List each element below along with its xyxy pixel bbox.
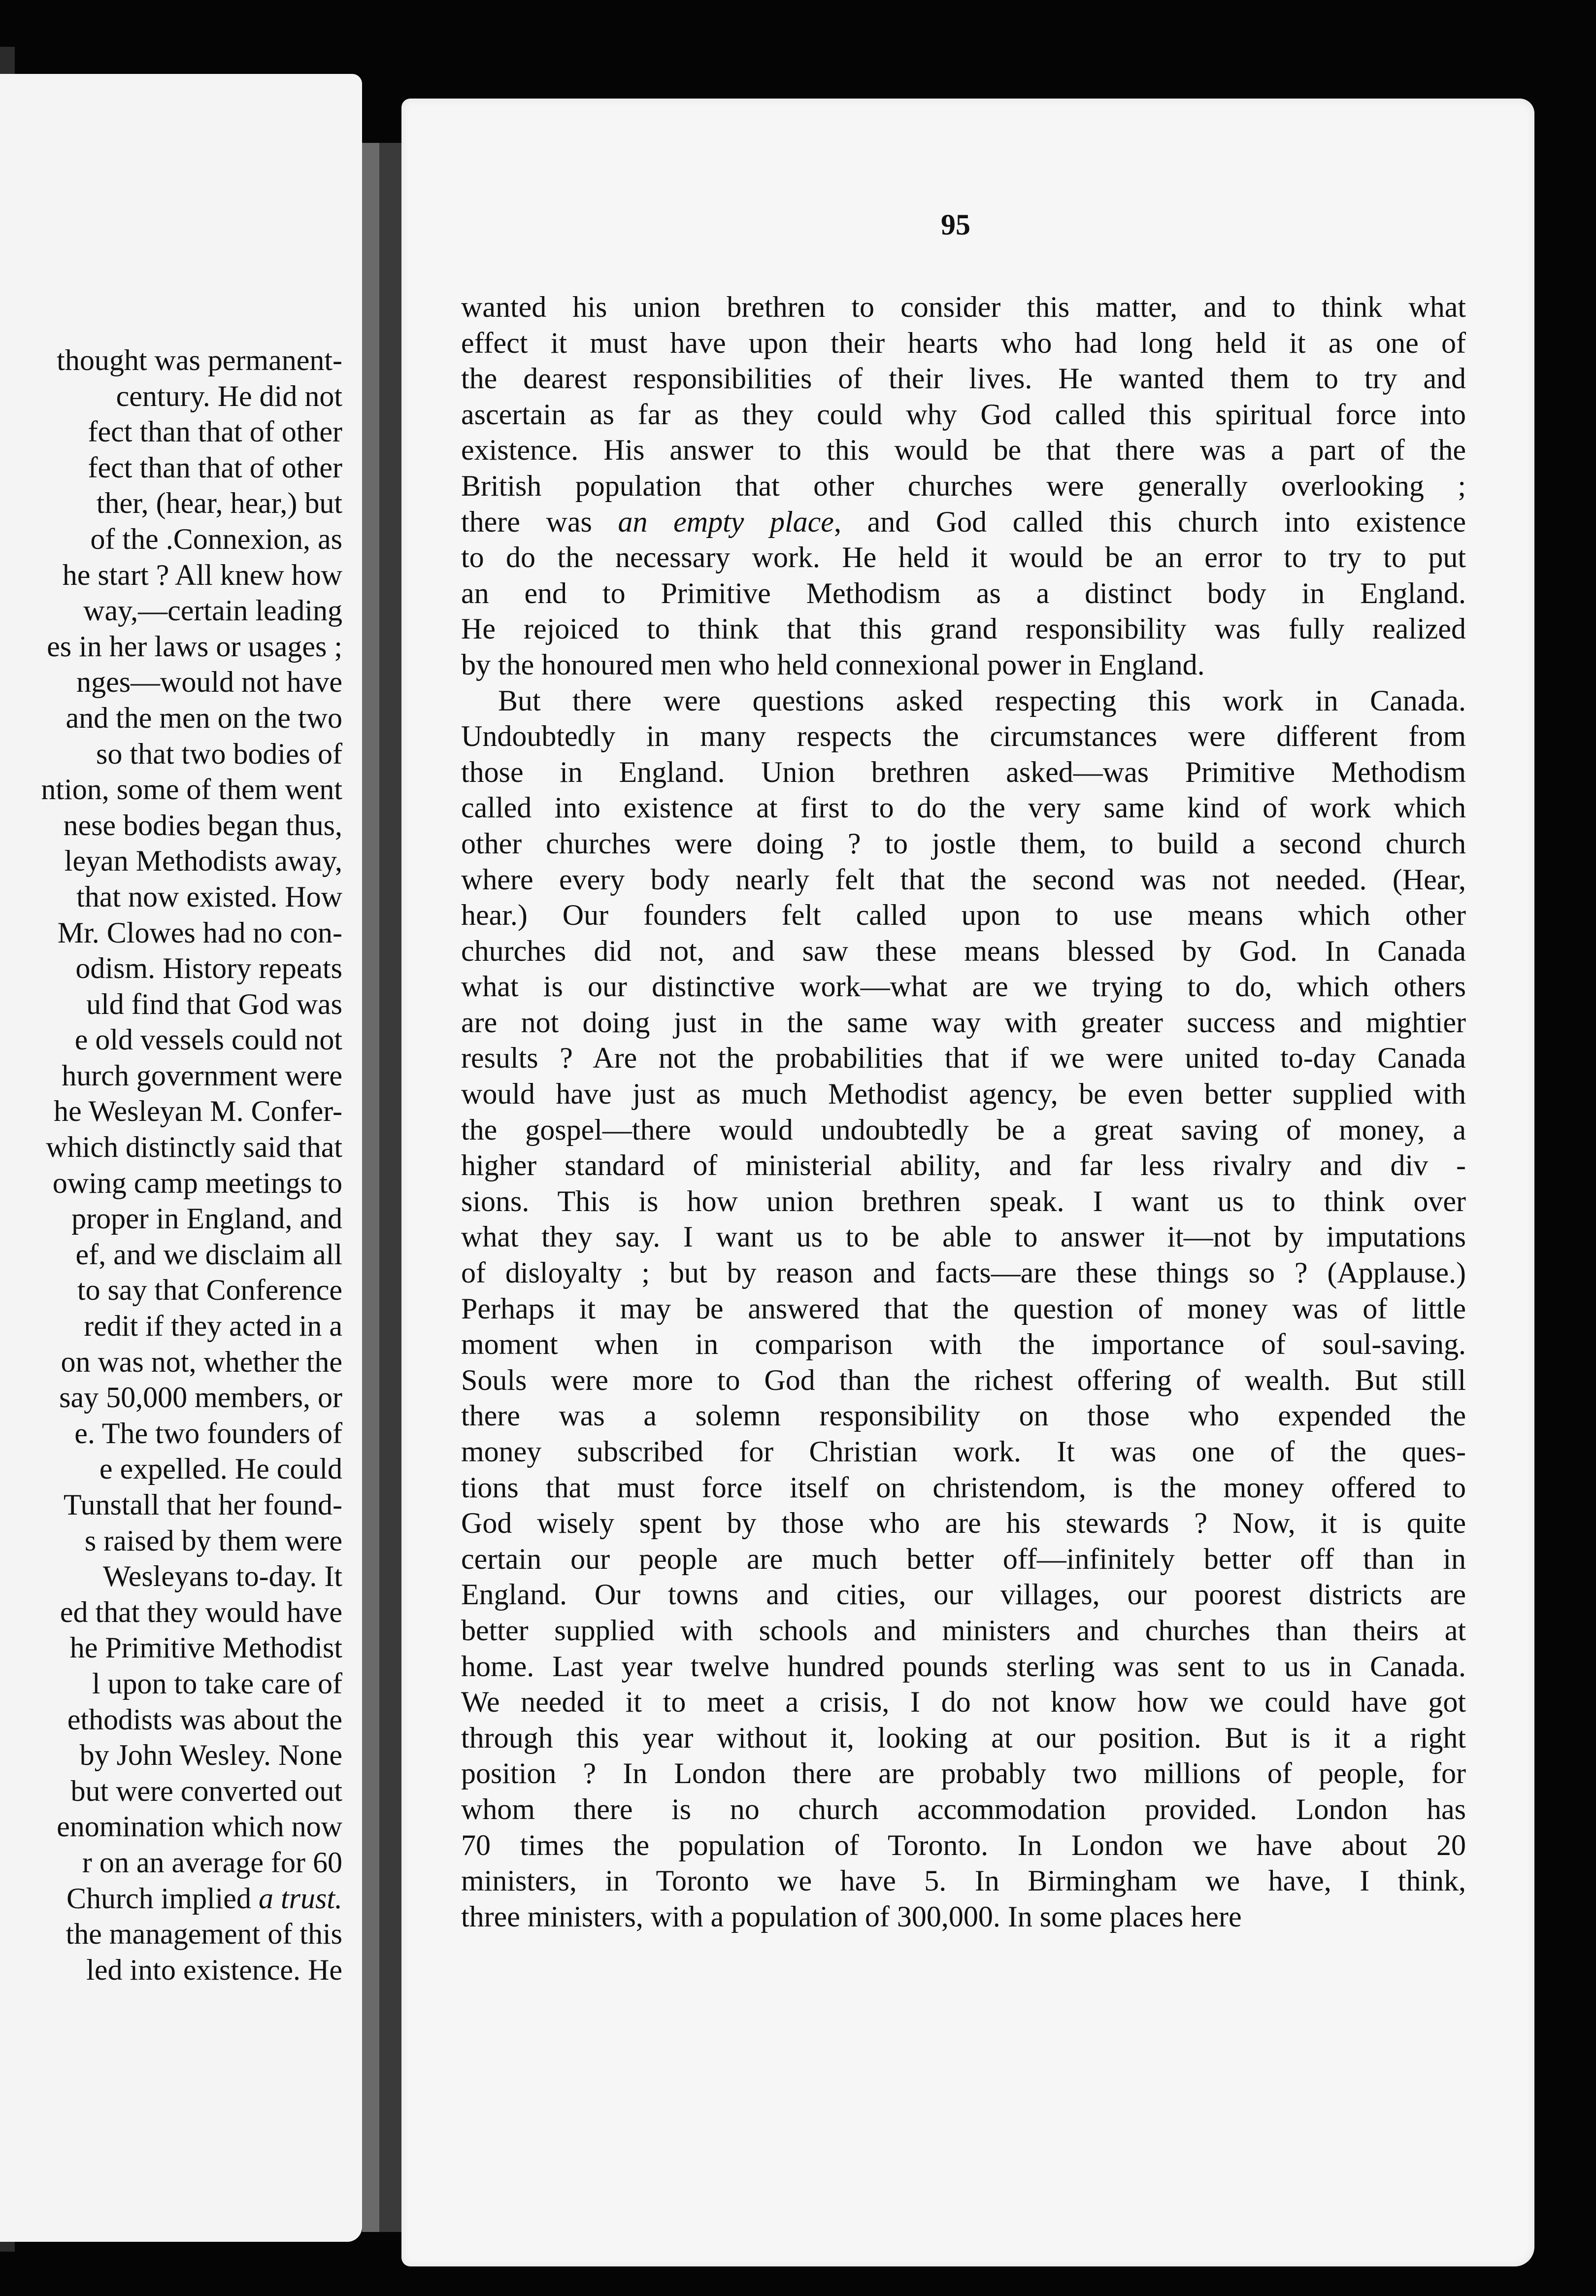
body-line: sions. This is how union brethren speak. I want us to think over — [461, 1184, 1466, 1217]
body-line: other churches were doing ? to jostle them, to build a second church — [461, 827, 1466, 860]
left-page-line: fect than that of other — [88, 451, 342, 484]
left-page-line: enomination which now — [57, 1810, 342, 1843]
left-page-line: so that two bodies of — [96, 737, 342, 770]
left-page-line: he Primitive Methodist — [69, 1631, 342, 1664]
body-line: to do the necessary work. He held it would be an error to try to put — [461, 541, 1466, 574]
left-page-line: ntion, some of them went — [41, 773, 342, 806]
body-line: results ? Are not the probabilities that if we were united to-day Canada — [461, 1042, 1466, 1075]
left-page-line: he start ? All knew how — [62, 558, 342, 591]
left-page — [0, 74, 362, 2242]
left-page-line: thought was permanent- — [57, 344, 342, 376]
body-line: effect it must have upon their hearts who had long held it as one of — [461, 326, 1466, 359]
body-line: He rejoiced to think that this grand responsibility was fully realized — [461, 612, 1466, 645]
left-page-line: Church implied a trust. — [66, 1882, 342, 1915]
left-page-line: fect than that of other — [88, 415, 342, 448]
body-line: called into existence at first to do the very same kind of work which — [461, 791, 1466, 824]
left-page-line: r on an average for 60 — [82, 1846, 342, 1879]
body-line: God wisely spent by those who are his stewards ? Now, it is quite — [461, 1507, 1466, 1540]
body-line: certain our people are much better off—infinitely better off than in — [461, 1542, 1466, 1575]
left-page-line: but were converted out — [70, 1774, 342, 1807]
left-page-line: l upon to take care of — [92, 1667, 342, 1700]
body-line: are not doing just in the same way with greater success and mightier — [461, 1006, 1466, 1039]
left-page-line: by John Wesley. None — [79, 1739, 342, 1772]
left-page-line: leyan Methodists away, — [64, 844, 342, 878]
left-page-line: odism. History repeats — [75, 952, 342, 985]
left-page-line: uld find that God was — [86, 987, 342, 1020]
italic-phrase: an empty place — [618, 505, 834, 538]
left-page-line: he Wesleyan M. Confer- — [53, 1095, 342, 1128]
body-line: moment when in comparison with the importance of soul-saving. — [461, 1328, 1466, 1361]
left-page-line: ed that they would have — [60, 1595, 342, 1628]
left-page-line: e expelled. He could — [99, 1452, 342, 1486]
left-page-line: Mr. Clowes had no con- — [57, 916, 342, 949]
left-page-line: e. The two founders of — [74, 1417, 342, 1450]
left-page-line: s raised by them were — [84, 1524, 342, 1557]
left-page-line: way,—certain leading — [83, 594, 342, 627]
left-page-line: ef, and we disclaim all — [75, 1238, 342, 1271]
left-page-line: nese bodies began thus, — [63, 809, 342, 842]
body-line: 70 times the population of Toronto. In London we have about 20 — [461, 1828, 1466, 1861]
left-page-line: Wesleyans to-day. It — [102, 1560, 342, 1593]
body-line: higher standard of ministerial ability, and far less rivalry and div - — [461, 1149, 1466, 1182]
body-line: there was a solemn responsibility on those who expended the — [461, 1399, 1466, 1432]
body-line: of disloyalty ; but by reason and facts—are these things so ? (Applause.) — [461, 1256, 1466, 1289]
body-line: Souls were more to God than the richest offering of wealth. But still — [461, 1363, 1466, 1396]
body-line: an end to Primitive Methodism as a distinct body in England. — [461, 576, 1466, 609]
left-page-line: led into existence. He — [86, 1953, 342, 1986]
left-page-line: century. He did not — [116, 379, 342, 412]
body-line: the dearest responsibilities of their lives. He wanted them to try and — [461, 362, 1466, 395]
left-page-line: redit if they acted in a — [84, 1310, 342, 1343]
left-page-line: hurch government were — [62, 1059, 342, 1092]
left-page-line: nges—would not have — [76, 666, 342, 699]
body-line: three ministers, with a population of 300,000. In some places here — [461, 1900, 1242, 1933]
body-line: existence. His answer to this would be that there was a part of the — [461, 434, 1466, 467]
body-line: those in England. Union brethren asked—was Primitive Methodism — [461, 755, 1466, 788]
body-line: through this year without it, looking at our position. But is it a right — [461, 1721, 1466, 1754]
left-page-line: say 50,000 members, or — [59, 1381, 342, 1414]
body-line: the gospel—there would undoubtedly be a great saving of money, a — [461, 1113, 1466, 1146]
body-line: where every body nearly felt that the second was not needed. (Hear, — [461, 863, 1466, 896]
body-line: tions that must force itself on christendom, is the money offered to — [461, 1471, 1466, 1504]
left-page-line: to say that Conference — [77, 1274, 342, 1307]
left-page-line: of the .Connexion, as — [90, 522, 342, 555]
body-line: what is our distinctive work—what are we trying to do, which others — [461, 970, 1466, 1003]
left-page-line: the management of this — [66, 1918, 342, 1951]
body-line: what they say. I want us to be able to answer it—not by imputations — [461, 1220, 1466, 1253]
body-line: churches did not, and saw these means blessed by God. In Canada — [461, 934, 1466, 967]
body-line: there was an empty place, and God called this church into existence — [461, 505, 1466, 538]
left-page-text — [0, 342, 342, 1988]
left-page-line: ethodists was about the — [67, 1703, 342, 1736]
page-number: 95 — [941, 208, 970, 241]
left-page-line: es in her laws or usages ; — [47, 630, 342, 663]
body-line: by the honoured men who held connexional power in England. — [461, 648, 1205, 681]
body-line: British population that other churches were generally overlooking ; — [461, 469, 1466, 502]
body-line: Undoubtedly in many respects the circumstances were different from — [461, 720, 1466, 753]
left-page-line: ther, (hear, hear,) but — [96, 487, 342, 520]
left-page-line: owing camp meetings to — [52, 1166, 342, 1199]
body-line: position ? In London there are probably two millions of people, for — [461, 1757, 1466, 1790]
body-line: Perhaps it may be answered that the question of money was of little — [461, 1292, 1466, 1325]
left-page-line: e old vessels could not — [74, 1023, 342, 1056]
body-line: home. Last year twelve hundred pounds sterling was sent to us in Canada. — [461, 1650, 1466, 1683]
body-line: We needed it to meet a crisis, I do not know how we could have got — [461, 1686, 1466, 1719]
body-line: better supplied with schools and ministers and churches than theirs at — [461, 1614, 1466, 1647]
body-line: ascertain as far as they could why God called this spiritual force into — [461, 398, 1466, 431]
body-line: But there were questions asked respecting this work in Canada. — [498, 684, 1466, 717]
body-line: England. Our towns and cities, our villages, our poorest districts are — [461, 1578, 1466, 1611]
body-line: would have just as much Methodist agency, be even better supplied with — [461, 1078, 1466, 1111]
left-page-line: and the men on the two — [66, 701, 342, 734]
left-page-line: proper in England, and — [71, 1202, 342, 1235]
body-line: hear.) Our founders felt called upon to use means which other — [461, 899, 1466, 932]
body-line: wanted his union brethren to consider this matter, and to think what — [461, 291, 1466, 323]
body-line: whom there is no church accommodation provided. London has — [461, 1792, 1466, 1825]
left-page-line: on was not, whether the — [61, 1345, 342, 1378]
left-page-line: Tunstall that her found- — [63, 1488, 342, 1521]
body-text — [461, 289, 1466, 1934]
body-line: money subscribed for Christian work. It was one of the ques- — [461, 1435, 1466, 1468]
body-line: ministers, in Toronto we have 5. In Birmingham we have, I think, — [461, 1864, 1466, 1897]
left-page-line: that now existed. How — [76, 880, 342, 913]
left-page-line: which distinctly said that — [46, 1131, 342, 1164]
